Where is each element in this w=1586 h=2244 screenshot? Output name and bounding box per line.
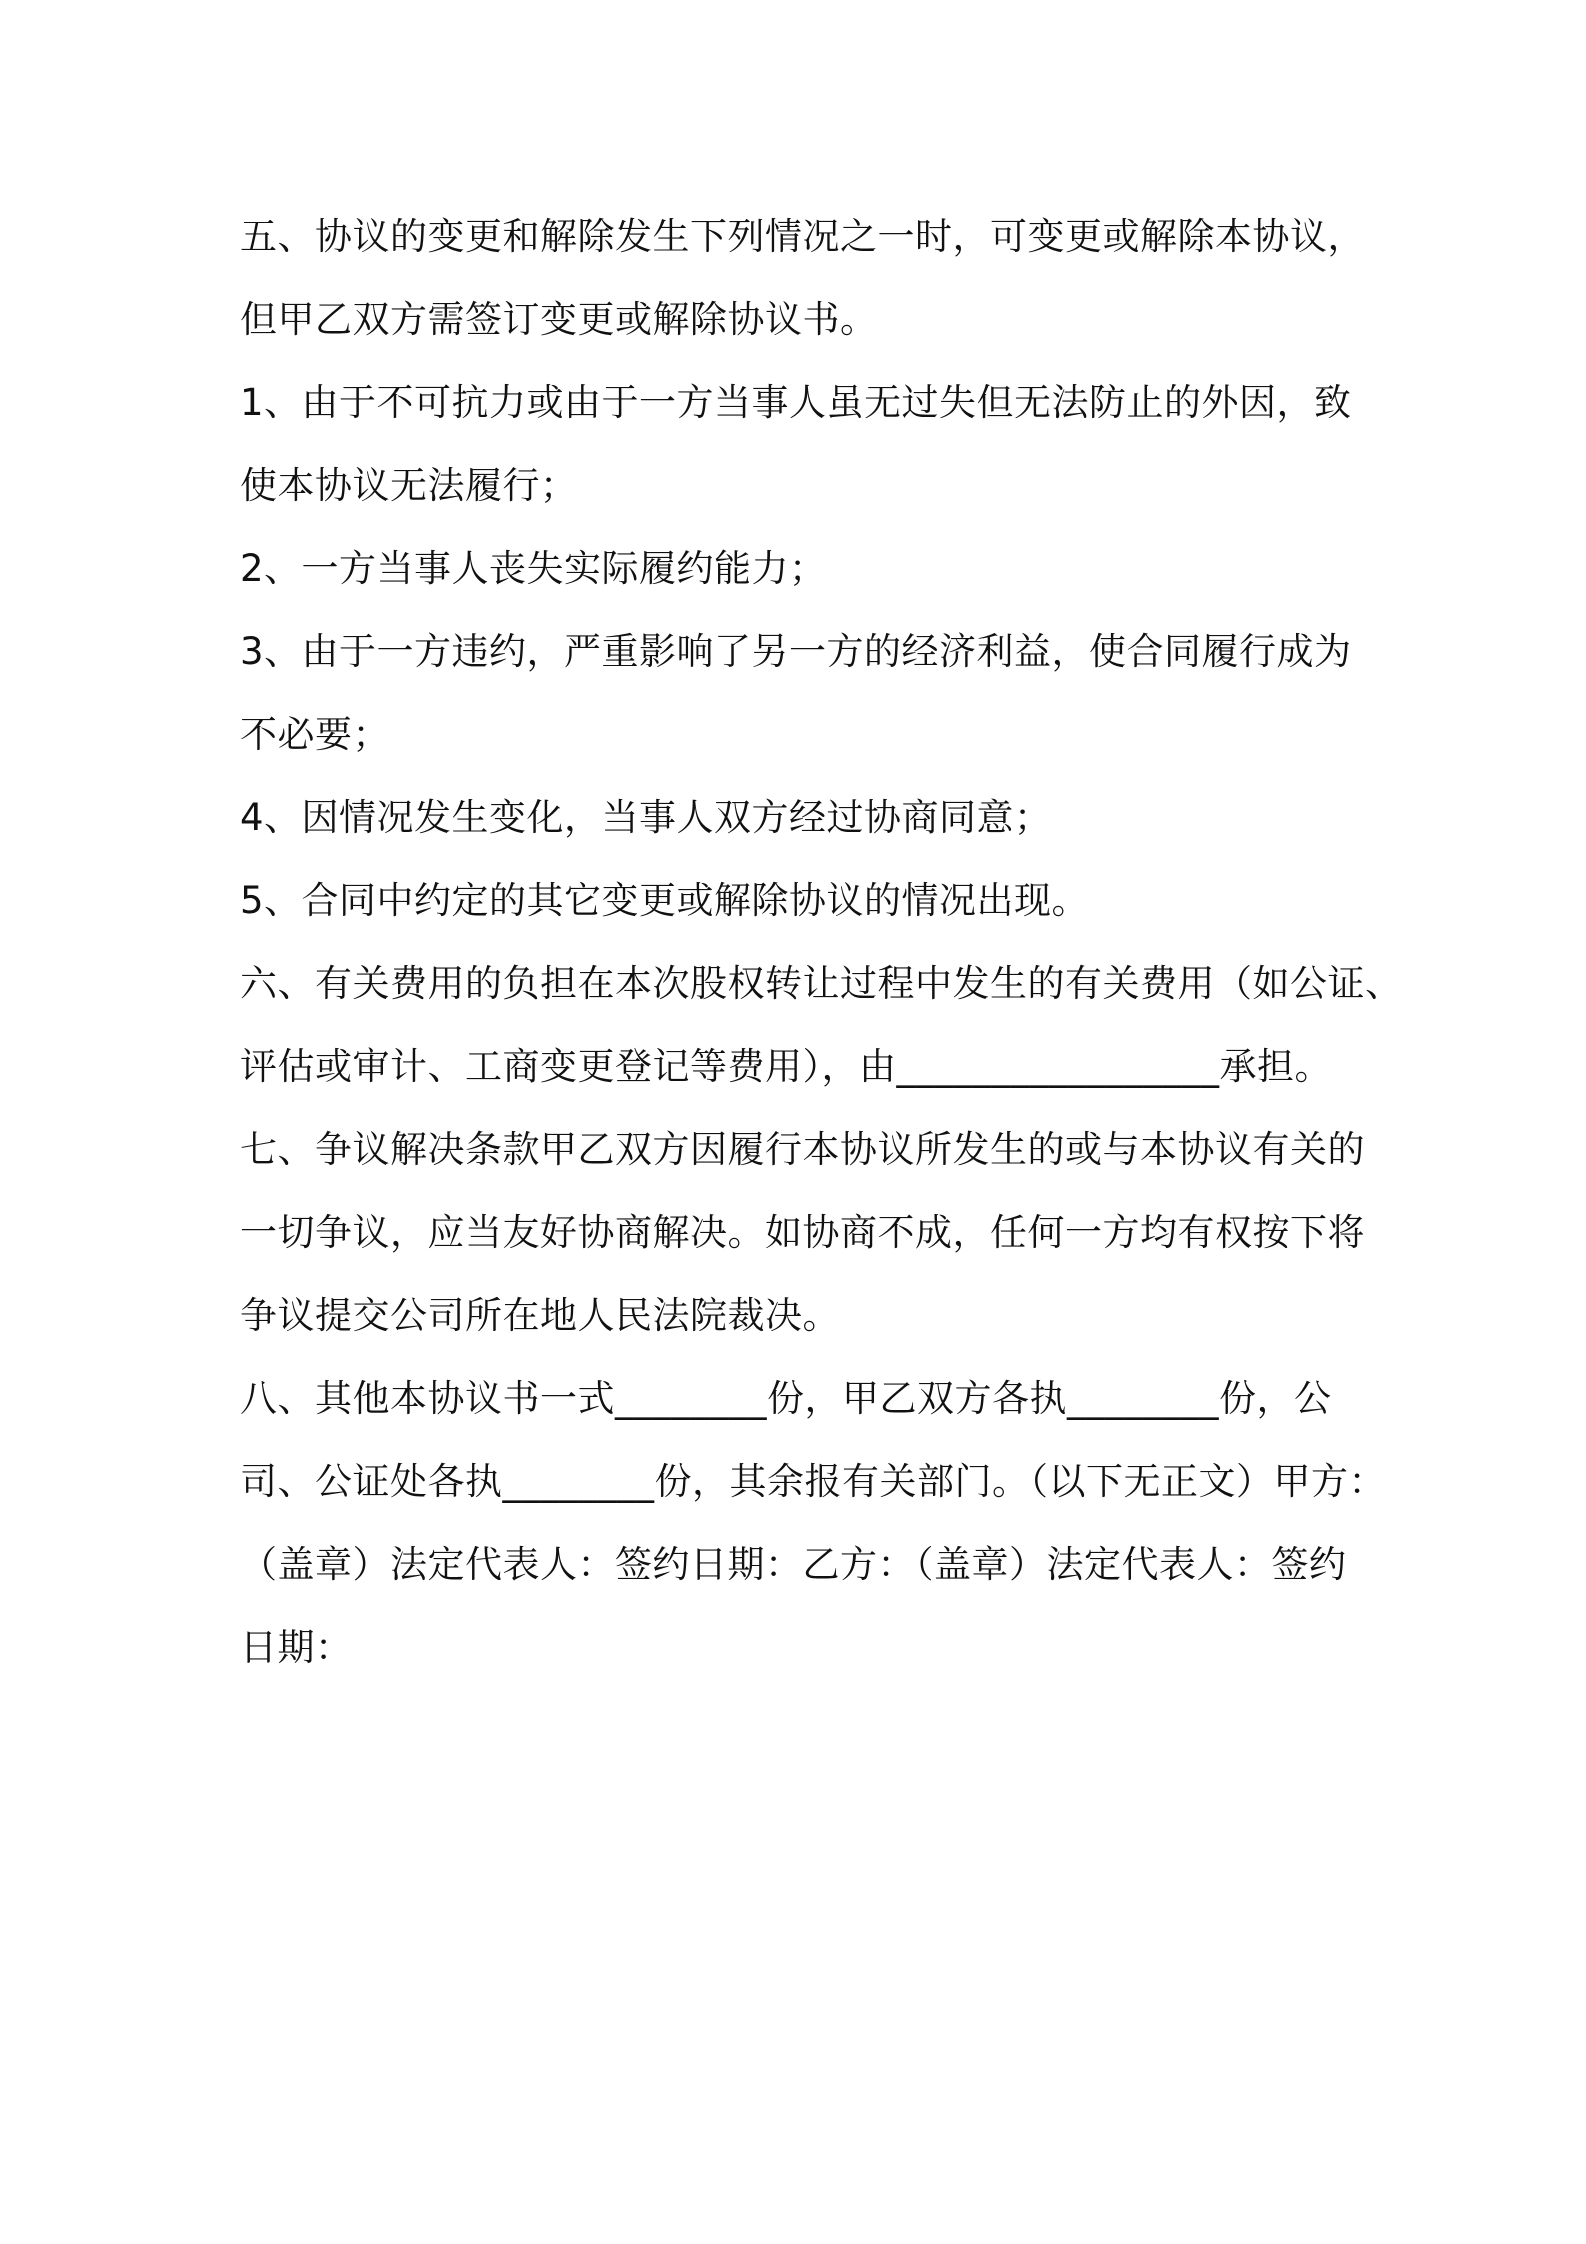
clause-5-item-2: 2、一方当事人丧失实际履约能力； — [240, 547, 827, 590]
clause-5-heading-line-2: 但甲乙双方需签订变更或解除协议书。 — [240, 298, 878, 341]
clause-6-line-2: 评估或审计、工商变更登记等费用），由_________________承担。 — [240, 1045, 1332, 1088]
clause-6-line-1: 六、有关费用的负担在本次股权转让过程中发生的有关费用（如公证、 — [240, 962, 1403, 1005]
clause-5-heading-line-1: 五、协议的变更和解除发生下列情况之一时，可变更或解除本协议， — [240, 215, 1365, 258]
clause-7-line-2: 一切争议，应当友好协商解决。如协商不成，任何一方均有权按下将 — [240, 1211, 1365, 1254]
document-body — [240, 195, 1403, 1689]
signature-line-1: （盖章）法定代表人：签约日期：乙方：（盖章）法定代表人：签约 — [240, 1543, 1347, 1586]
clause-5-item-3-line-2: 不必要； — [240, 713, 390, 756]
clause-7-line-1: 七、争议解决条款甲乙双方因履行本协议所发生的或与本协议有关的 — [240, 1128, 1365, 1171]
clause-5-item-5: 5、合同中约定的其它变更或解除协议的情况出现。 — [240, 879, 1090, 922]
clause-8-line-2: 司、公证处各执________份，其余报有关部门。（以下无正文）甲方： — [240, 1460, 1386, 1503]
clause-5-item-3-line-1: 3、由于一方违约，严重影响了另一方的经济利益，使合同履行成为 — [240, 630, 1352, 673]
clause-5-item-4: 4、因情况发生变化，当事人双方经过协商同意； — [240, 796, 1052, 839]
clause-7-line-3: 争议提交公司所在地人民法院裁决。 — [240, 1294, 840, 1337]
clause-5-item-1-line-2: 使本协议无法履行； — [240, 464, 578, 507]
signature-line-2: 日期： — [240, 1626, 353, 1669]
clause-8-line-1: 八、其他本协议书一式________份，甲乙双方各执________份，公 — [240, 1377, 1332, 1420]
clause-5-item-1-line-1: 1、由于不可抗力或由于一方当事人虽无过失但无法防止的外因，致 — [240, 381, 1352, 424]
